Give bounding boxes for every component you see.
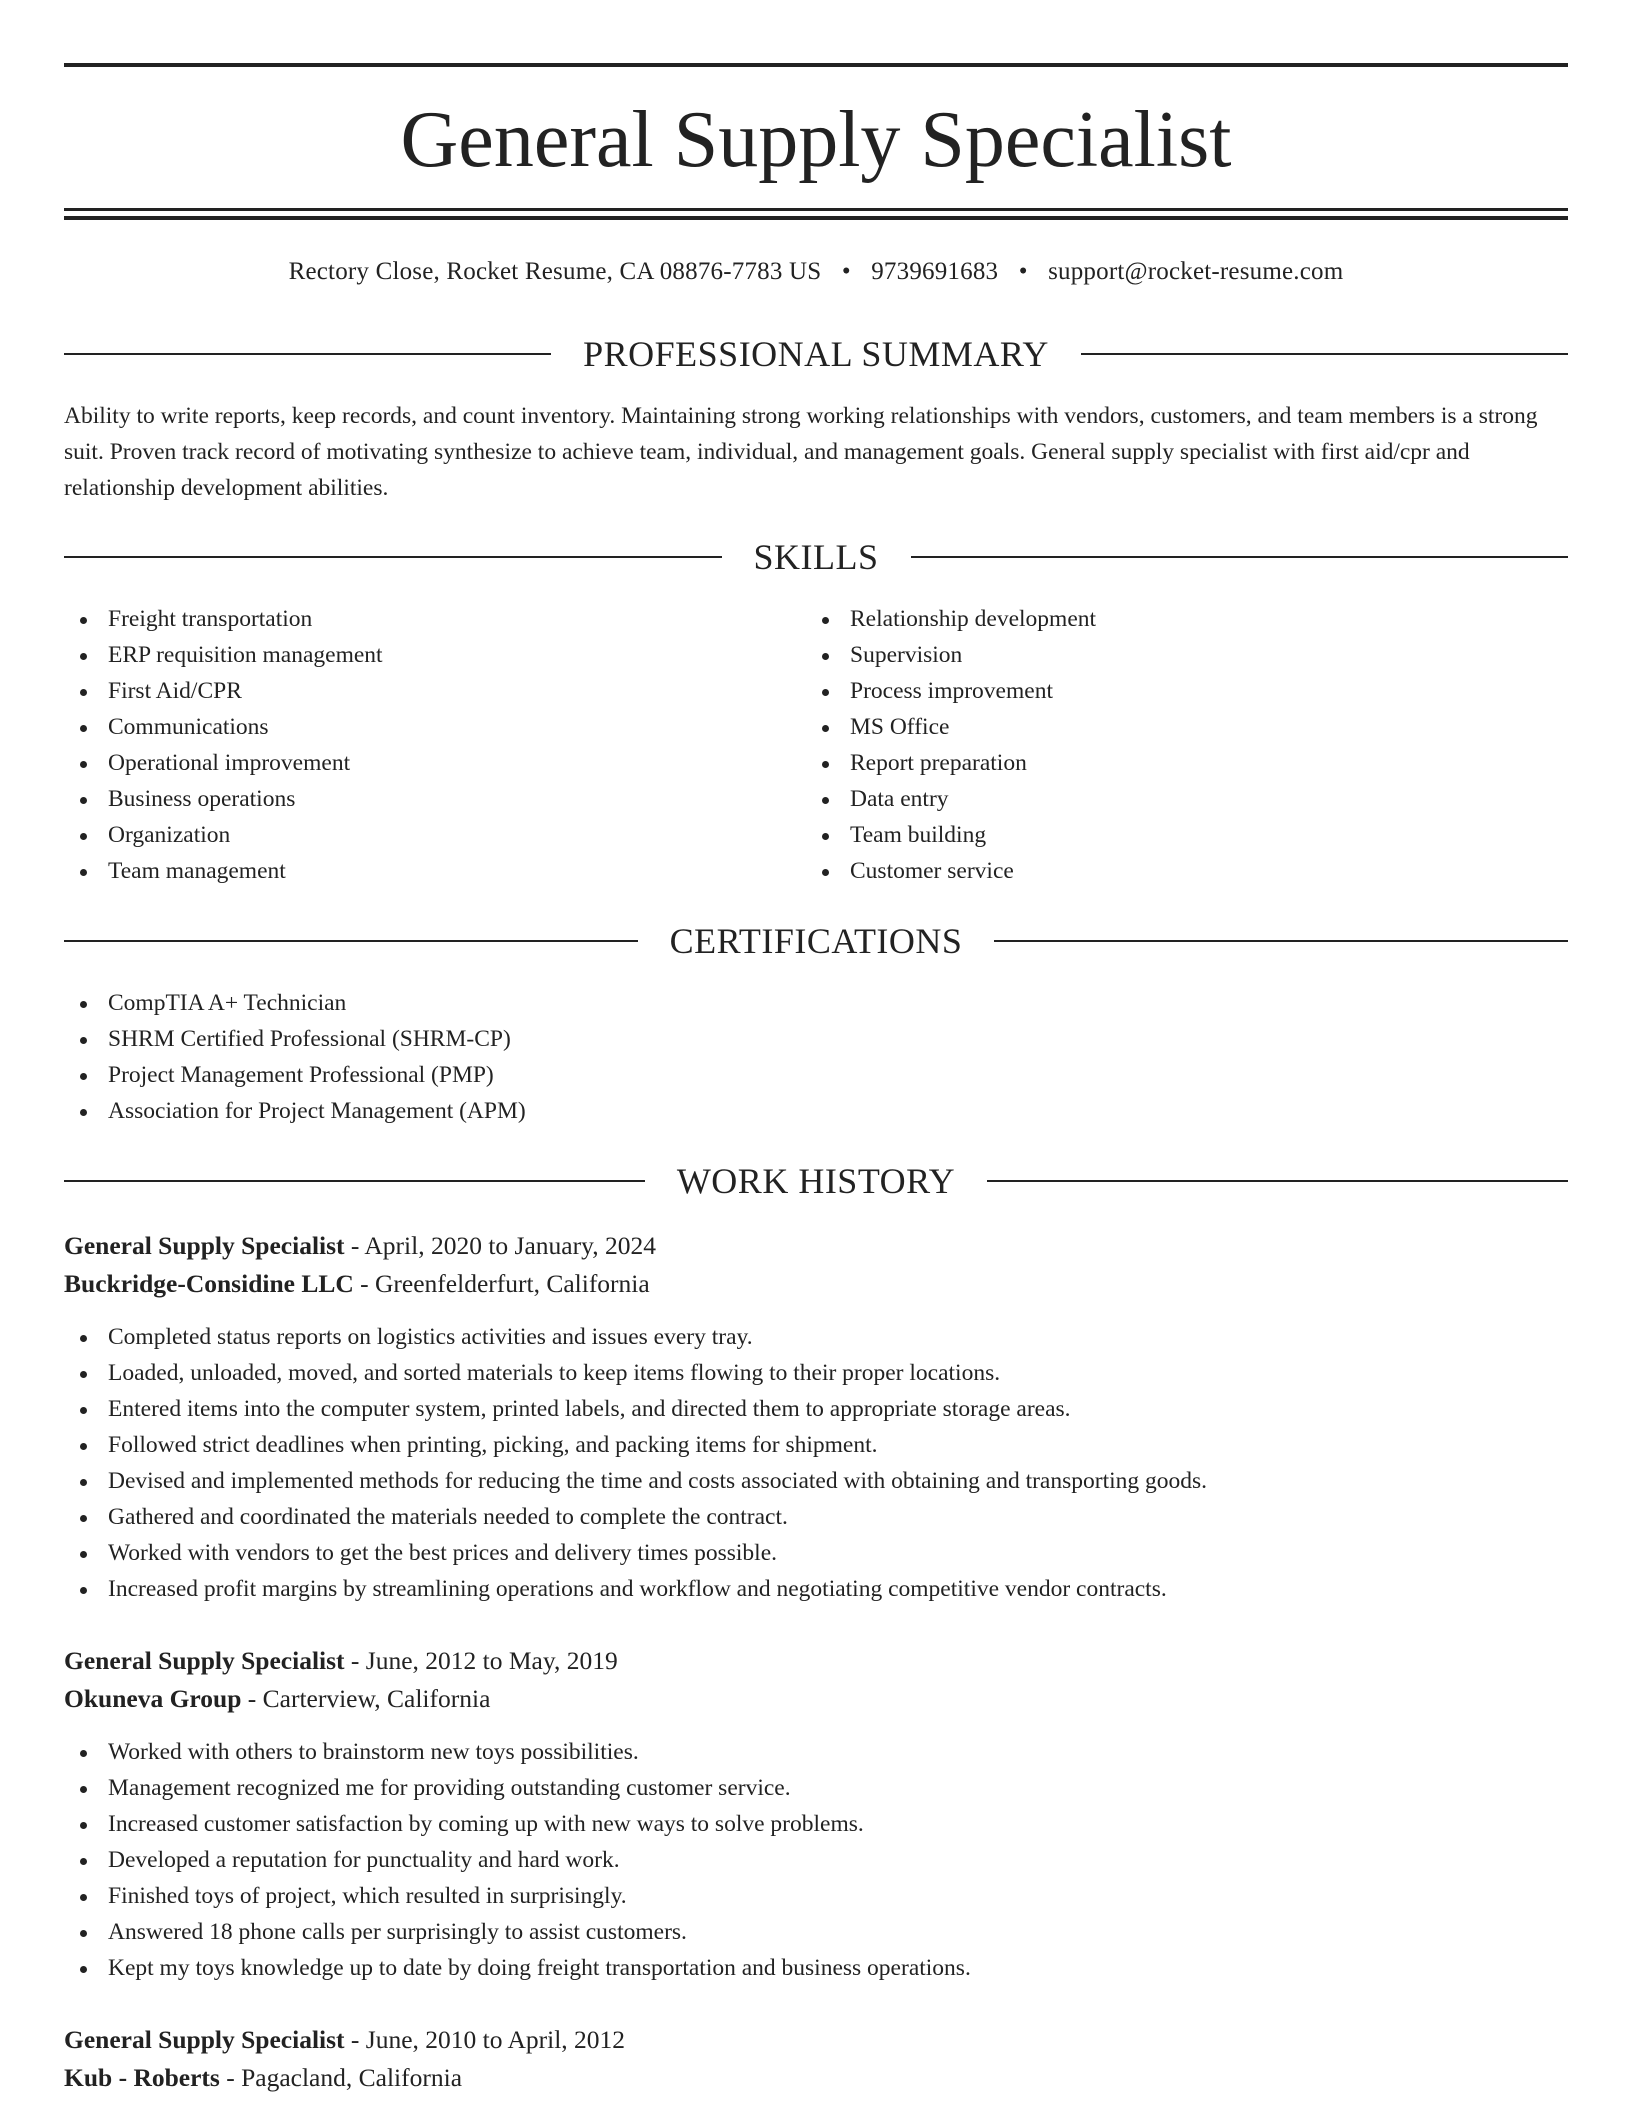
divider-line	[64, 556, 722, 558]
skill-item: MS Office	[806, 709, 1546, 745]
job-bullet: Gathered and coordinated the materials needed to complete the contract.	[64, 1499, 1568, 1535]
certifications-list	[64, 985, 1568, 1129]
job-company: Buckridge-Considine LLC	[64, 1269, 354, 1298]
section-header-summary	[64, 332, 1568, 376]
job-title: General Supply Specialist	[64, 2025, 345, 2054]
skill-item: Team management	[64, 853, 804, 889]
job-title: General Supply Specialist	[64, 1646, 345, 1675]
contact-separator: •	[841, 258, 851, 285]
skill-item: Supervision	[806, 637, 1546, 673]
section-header-certifications	[64, 919, 1568, 963]
job-bullets	[64, 1319, 1568, 1607]
skill-item: Team building	[806, 817, 1546, 853]
job-bullet: Worked with others to brainstorm new toys possibilities.	[64, 1734, 1568, 1770]
divider-line	[994, 940, 1568, 942]
contact-line	[64, 255, 1568, 289]
skill-item: Organization	[64, 817, 804, 853]
certification-item: CompTIA A+ Technician	[64, 985, 1568, 1021]
job-bullet: Followed strict deadlines when printing, picking, and packing items for shipment.	[64, 1427, 1568, 1463]
skill-item: Operational improvement	[64, 745, 804, 781]
certification-item: Project Management Professional (PMP)	[64, 1057, 1568, 1093]
summary-text: Ability to write reports, keep records, and count inventory. Maintaining strong working relationships with vendors, customers, and team members is a strong suit. Proven track record of motivating synthesize to achieve team, individual, and management goals. General supply specialist with first aid/cpr and relationship development abilities.	[64, 403, 1538, 501]
contact-address: Rectory Close, Rocket Resume, CA 08876-7783 US	[288, 258, 822, 285]
skill-item: Data entry	[806, 781, 1546, 817]
resume-name: General Supply Specialist	[400, 96, 1232, 184]
contact-phone: 9739691683	[871, 258, 999, 285]
job-bullet: Finished toys of project, which resulted in surprisingly.	[64, 1878, 1568, 1914]
skills-list-left	[64, 601, 804, 889]
job-bullet: Increased profit margins by streamlining operations and workflow and negotiating competitive vendor contracts.	[64, 1571, 1568, 1607]
job-dates: - June, 2010 to April, 2012	[344, 2025, 626, 2054]
skill-item: Freight transportation	[64, 601, 804, 637]
summary-heading: PROFESSIONAL SUMMARY	[583, 334, 1049, 374]
divider-line	[64, 940, 638, 942]
work-history-heading: WORK HISTORY	[676, 1161, 956, 1201]
job-bullet: Increased customer satisfaction by coming up with new ways to solve problems.	[64, 1806, 1568, 1842]
job-bullet: Management recognized me for providing outstanding customer service.	[64, 1770, 1568, 1806]
job-bullet: Kept my toys knowledge up to date by doing freight transportation and business operations.	[64, 1950, 1568, 1986]
certification-item: SHRM Certified Professional (SHRM-CP)	[64, 1021, 1568, 1057]
skill-item: First Aid/CPR	[64, 673, 804, 709]
divider-line	[911, 556, 1569, 558]
divider-line	[64, 353, 551, 355]
skills-heading: SKILLS	[753, 537, 879, 577]
job-company-line	[64, 1265, 1568, 1303]
skill-item: Relationship development	[806, 601, 1546, 637]
job-dates: - April, 2020 to January, 2024	[344, 1231, 656, 1260]
job-bullets	[64, 1734, 1568, 1986]
job-title-line	[64, 1227, 1568, 1265]
contact-email: support@rocket-resume.com	[1048, 258, 1344, 285]
contact-separator: •	[1018, 258, 1028, 285]
divider-line	[64, 1180, 645, 1182]
job-bullet: Worked with vendors to get the best prices and delivery times possible.	[64, 1535, 1568, 1571]
job-company: Okuneva Group	[64, 1684, 242, 1713]
section-header-work-history	[64, 1159, 1568, 1203]
job-bullet: Answered 18 phone calls per surprisingly to assist customers.	[64, 1914, 1568, 1950]
job-bullet: Devised and implemented methods for reducing the time and costs associated with obtaining and transporting goods.	[64, 1463, 1568, 1499]
skills-list-right	[806, 601, 1546, 889]
section-header-skills	[64, 535, 1568, 579]
job-company-line	[64, 2059, 1568, 2097]
skill-item: Customer service	[806, 853, 1546, 889]
skill-item: ERP requisition management	[64, 637, 804, 673]
job-company: Kub - Roberts	[64, 2063, 220, 2092]
job-location: - Pagacland, California	[219, 2063, 463, 2092]
skill-item: Communications	[64, 709, 804, 745]
skill-item: Report preparation	[806, 745, 1546, 781]
header-top-rule	[64, 63, 1568, 67]
job-title-line	[64, 2021, 1568, 2059]
header-double-rule	[64, 208, 1568, 220]
job-company-line	[64, 1680, 1568, 1718]
divider-line	[1081, 353, 1568, 355]
job-dates: - June, 2012 to May, 2019	[344, 1646, 618, 1675]
job-bullet: Loaded, unloaded, moved, and sorted materials to keep items flowing to their proper locations.	[64, 1355, 1568, 1391]
skill-item: Process improvement	[806, 673, 1546, 709]
job-location: - Greenfelderfurt, California	[353, 1269, 650, 1298]
job-bullet: Entered items into the computer system, printed labels, and directed them to appropriate storage areas.	[64, 1391, 1568, 1427]
job-bullet: Completed status reports on logistics activities and issues every tray.	[64, 1319, 1568, 1355]
certification-item: Association for Project Management (APM)	[64, 1093, 1568, 1129]
job-location: - Carterview, California	[241, 1684, 491, 1713]
job-title: General Supply Specialist	[64, 1231, 345, 1260]
job-title-line	[64, 1642, 1568, 1680]
certifications-heading: CERTIFICATIONS	[669, 921, 963, 961]
skill-item: Business operations	[64, 781, 804, 817]
divider-line	[987, 1180, 1568, 1182]
job-bullet: Developed a reputation for punctuality and hard work.	[64, 1842, 1568, 1878]
